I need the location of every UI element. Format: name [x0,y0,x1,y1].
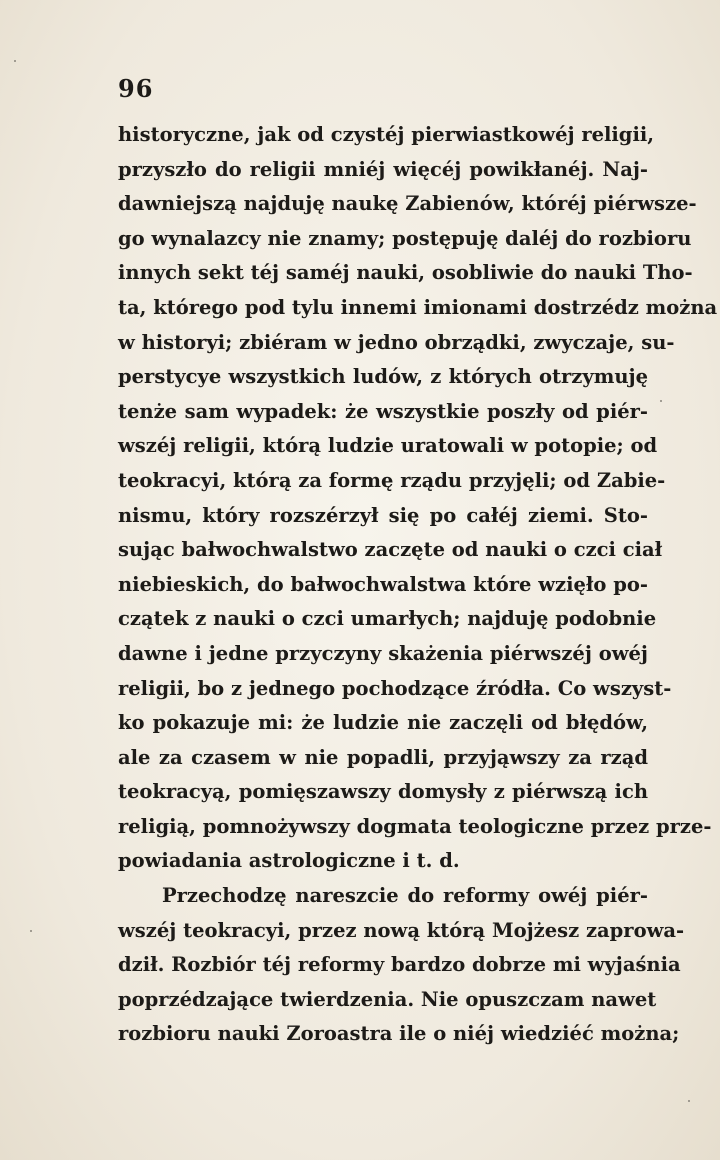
text-line: nismu, który rozszérzył się po całéj ziemi. Sto- [118,503,648,527]
text-line: innych sekt téj saméj nauki, osobliwie do nauki Tho- [118,261,693,285]
text-line: dawniejszą najduję naukę Zabienów, któréj piérwsze- [118,192,697,216]
body-text [118,118,718,1052]
text-line: religii, bo z jednego pochodzące źródła. Co wszyst- [118,676,672,700]
text-line: Przechodzę nareszcie do reformy owéj piér- [162,884,648,908]
text-line: powiadania astrologiczne i t. d. [118,849,460,873]
text-line: czątek z nauki o czci umarłych; najduję podobnie [118,607,657,631]
text-line: w historyi; zbiéram w jedno obrządki, zwyczaje, su- [118,330,675,354]
text-line: perstycye wszystkich ludów, z których otrzymuję [118,365,648,389]
text-line: dził. Rozbiór téj reformy bardzo dobrze mi wyjaśnia [118,953,681,977]
text-line: teokracyą, pomięszawszy domysły z piérwszą ich [118,780,648,804]
text-line: niebieskich, do bałwochwalstwa które wzięło po- [118,572,648,596]
text-line: go wynalazcy nie znamy; postępuję daléj do rozbioru [118,226,692,250]
paper-speck [30,930,32,932]
paper-speck [14,60,16,62]
text-line: religią, pomnożywszy dogmata teologiczne przez prze- [118,814,712,838]
text-line: historyczne, jak od czystéj pierwiastkowéj religii, [118,123,655,146]
text-line: teokracyi, którą za formę rządu przyjęli; od Zabie- [118,468,666,492]
text-line: poprzédzające twierdzenia. Nie opuszczam nawet [118,987,657,1011]
text-line: rozbioru nauki Zoroastra ile o niéj wiedziéć można; [118,1022,680,1046]
paper-speck [688,1100,690,1102]
text-line: przyszło do religii mniéj więcéj powikłanéj. Naj- [118,157,648,181]
paper-speck [660,400,662,402]
text-line: sując bałwochwalstwo zaczęte od nauki o czci ciał [118,538,663,562]
text-line: ta, którego pod tylu innemi imionami dostrzédz można [118,295,718,319]
text-line: wszéj teokracyi, przez nową którą Mojżesz zaprowa- [118,918,685,942]
text-line: dawne i jedne przyczyny skażenia piérwszéj owéj [118,641,648,665]
text-line: ko pokazuje mi: że ludzie nie zaczęli od błędów, [118,711,648,735]
text-line: tenże sam wypadek: że wszystkie poszły od piér- [118,399,648,423]
text-line: wszéj religii, którą ludzie uratowali w potopie; od [118,434,658,458]
text-line: ale za czasem w nie popadli, przyjąwszy za rząd [118,745,648,769]
page-number: 96 [118,74,154,103]
